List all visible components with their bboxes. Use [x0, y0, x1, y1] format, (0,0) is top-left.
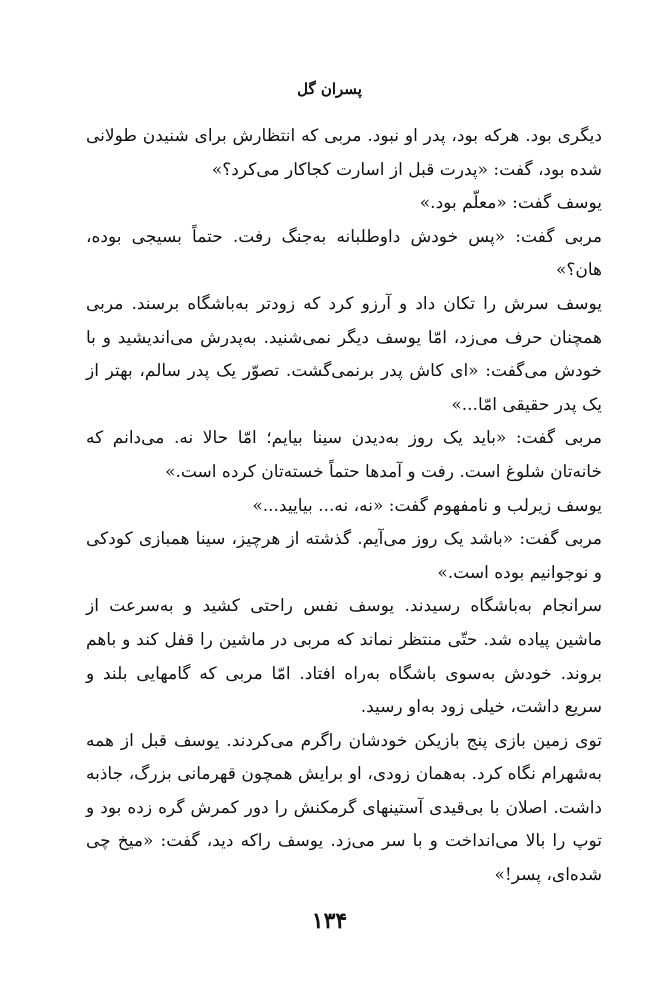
paragraph: مربی گفت: «باشد یک روز می‌آیم. گذشته از هرچیز، سینا همبازی کودکی و نوجوانیم بوده است.»: [86, 529, 602, 583]
running-title: پسران گل: [297, 80, 362, 98]
body-text: [86, 120, 602, 893]
paragraph: دیگری بود. هرکه بود، پدر او نبود. مربی که انتظارش برای شنیدن طولانی شده بود، گفت: «پدرت قبل از اسارت کجاکار می‌کرد؟»: [86, 126, 602, 180]
paragraph: توی زمین بازی پنج بازیکن خودشان راگرم می‌کردند. یوسف قبل از همه به‌شهرام نگاه کرد. به‌همان زودی، او برایش همچون قهرمانی بزرگ، جاذبه داشت. اصلان با بی‌قیدی آستینهای گرمکنش را دور کمرش گره زده بود و توپ را بالا می‌انداخت و با سر می‌زد. یوسف راکه دید، گفت: «میخ چی شده‌ای، پسر!»: [86, 730, 602, 886]
paragraph: یوسف سرش را تکان داد و آرزو کرد که زودتر به‌باشگاه برسند. مربی همچنان حرف می‌زد، امّا یوسف دیگر نمی‌شنید. به‌پدرش می‌اندیشید و با خودش می‌گفت: «ای کاش پدر برنمی‌گشت. تصوّر یک پدر سالم، بهتر از یک پدر حقیقی امّا...»: [86, 293, 602, 415]
paragraph: مربی گفت: «باید یک روز به‌دیدن سینا بیایم؛ امّا حالا نه. می‌دانم که خانه‌تان شلوغ است. رفت و آمدها حتماً خسته‌تان کرده است.»: [86, 428, 602, 482]
paragraph: مربی گفت: «پس خودش داوطلبانه به‌جنگ رفت. حتماً بسیجی بوده، هان؟»: [86, 226, 602, 281]
paragraph: یوسف زیرلب و نامفهوم گفت: «نه، نه... بیایید...»: [252, 495, 602, 516]
paragraph: سرانجام به‌باشگاه رسیدند. یوسف نفس راحتی کشید و به‌سرعت از ماشین پیاده شد. حتّی منتظر نماند که مربی در ماشین را قفل کند و باهم بروند. خودش به‌سوی باشگاه به‌راه افتاد. امّا مربی که گامهایی بلند و سریع داشت، خیلی زود به‌او رسید.: [86, 596, 602, 718]
paragraph: یوسف گفت: «معلّم بود.»: [419, 193, 602, 214]
page-number: ۱۳۴: [311, 908, 348, 934]
